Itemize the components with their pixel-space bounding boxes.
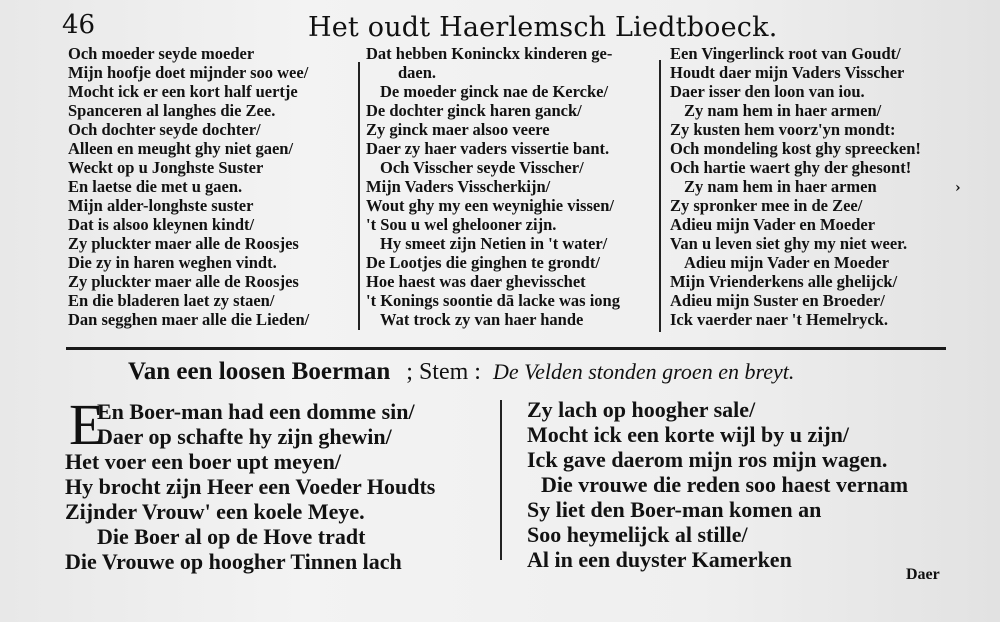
column-divider (500, 400, 502, 560)
verse-line: Zy lach op hoogher sale/ (527, 397, 756, 422)
verse-line: Ick gave daerom mijn ros mijn wagen. (527, 447, 888, 472)
verse-line: Zy nam hem in haer armen/ (684, 101, 882, 120)
verse-line: Adieu mijn Suster en Broeder/ (670, 291, 885, 310)
verse-line: De Lootjes die ginghen te grondt/ (366, 253, 600, 272)
verse-line: Och moeder seyde moeder (68, 44, 255, 63)
top-column-right (670, 44, 950, 329)
verse-line: Houdt daer mijn Vaders Visscher (670, 63, 905, 82)
tune-label: ; Stem : (406, 359, 481, 385)
verse-line: Daer zy haer vaders vissertie bant. (366, 139, 610, 158)
verse-line: Die vrouwe die reden soo haest vernam (541, 472, 909, 497)
verse-line: Hoe haest was daer ghevisschet (366, 272, 586, 291)
verse-line: Dat is alsoo kleynen kindt/ (68, 215, 255, 234)
top-column-left (68, 44, 353, 329)
verse-line: Och hartie waert ghy der ghesont! (670, 158, 912, 177)
verse-line: De dochter ginck haren ganck/ (366, 101, 582, 120)
verse-line: Zy pluckter maer alle de Roosjes (68, 272, 299, 291)
verse-line: Dan segghen maer alle die Lieden/ (68, 310, 310, 329)
verse-line: Die zy in haren weghen vindt. (68, 253, 277, 272)
verse-line: Sy liet den Boer-man komen an (527, 497, 822, 522)
verse-line: Zy pluckter maer alle de Roosjes (68, 234, 299, 253)
verse-line: Alleen en meught ghy niet gaen/ (68, 139, 294, 158)
verse-line: Daer isser den loon van iou. (670, 82, 865, 101)
verse-line: De moeder ginck nae de Kercke/ (380, 82, 609, 101)
verse-line: Wat trock zy van haer hande (380, 310, 584, 329)
verse-line: daen. (398, 63, 437, 82)
page-number: 46 (62, 10, 96, 40)
verse-line: Zy ginck maer alsoo veere (366, 120, 550, 139)
page-header (0, 2, 1000, 44)
verse-line: Och Visscher seyde Visscher/ (380, 158, 584, 177)
verse-line: Zy kusten hem voorz'yn mondt: (670, 120, 896, 139)
verse-line: Weckt op u Jonghste Suster (68, 158, 264, 177)
song-heading (128, 358, 794, 386)
column-divider (659, 60, 661, 332)
verse-line: Mijn alder-longhste suster (68, 196, 254, 215)
tune-name: De Velden stonden groen en breyt. (492, 359, 795, 384)
verse-line: Al in een duyster Kamerken (527, 547, 792, 572)
verse-line: Mijn Vrienderkens alle ghelijck/ (670, 272, 898, 291)
verse-line: Zy nam hem in haer armen (684, 177, 877, 196)
verse-line: Dat hebben Koninckx kinderen ge- (366, 44, 613, 63)
verse-line: Mijn Vaders Visscherkijn/ (366, 177, 551, 196)
verse-line: Soo heymelijck al stille/ (527, 522, 748, 547)
top-column-middle (366, 44, 649, 329)
verse-line: Hy smeet zijn Netien in 't water/ (380, 234, 608, 253)
verse-line: Van u leven siet ghy my niet weer. (670, 234, 908, 253)
verse-line: En Boer-man had een domme sin/ (97, 399, 415, 424)
verse-line: En laetse die met u gaen. (68, 177, 243, 196)
verse-line: Adieu mijn Vader en Moeder (684, 253, 890, 272)
catchword: Daer (906, 566, 940, 583)
verse-line: Zy spronker mee in de Zee/ (670, 196, 863, 215)
bottom-column-right (527, 397, 957, 572)
verse-line: Mijn hoofje doet mijnder soo wee/ (68, 63, 309, 82)
verse-line: Spanceren al langhes die Zee. (68, 101, 276, 120)
verse-line: Adieu mijn Vader en Moeder (670, 215, 876, 234)
running-title: Het oudt Haerlemsch Liedtboeck. (308, 12, 778, 43)
bottom-column-left (65, 399, 490, 574)
verse-line: Och dochter seyde dochter/ (68, 120, 261, 139)
margin-mark: › (955, 180, 961, 196)
verse-line: Och mondeling kost ghy spreecken! (670, 139, 921, 158)
column-divider (358, 62, 360, 330)
verse-line: Het voer een boer upt meyen/ (65, 449, 341, 474)
verse-line: Die Vrouwe op hoogher Tinnen lach (65, 549, 402, 574)
song-title: Van een loosen Boerman (128, 358, 391, 385)
verse-line: Zijnder Vrouw' een koele Meye. (65, 499, 365, 524)
verse-line: Hy brocht zijn Heer een Voeder Houdts (65, 474, 436, 499)
verse-line: Ick vaerder naer 't Hemelryck. (670, 310, 888, 329)
verse-line: Die Boer al op de Hove tradt (97, 524, 366, 549)
verse-line: Mocht ick er een kort half uertje (68, 82, 298, 101)
verse-line: 't Sou u wel ghelooner zijn. (366, 215, 557, 234)
verse-line: Daer op schafte hy zijn ghewin/ (97, 424, 392, 449)
drop-cap: E (69, 392, 105, 457)
section-rule (66, 347, 946, 350)
verse-line: 't Konings soontie dā lacke was iong (366, 291, 620, 310)
verse-line: Een Vingerlinck root van Goudt/ (670, 44, 901, 63)
verse-line: En die bladeren laet zy staen/ (68, 291, 275, 310)
verse-line: Wout ghy my een weynighie vissen/ (366, 196, 614, 215)
verse-line: Mocht ick een korte wijl by u zijn/ (527, 422, 850, 447)
